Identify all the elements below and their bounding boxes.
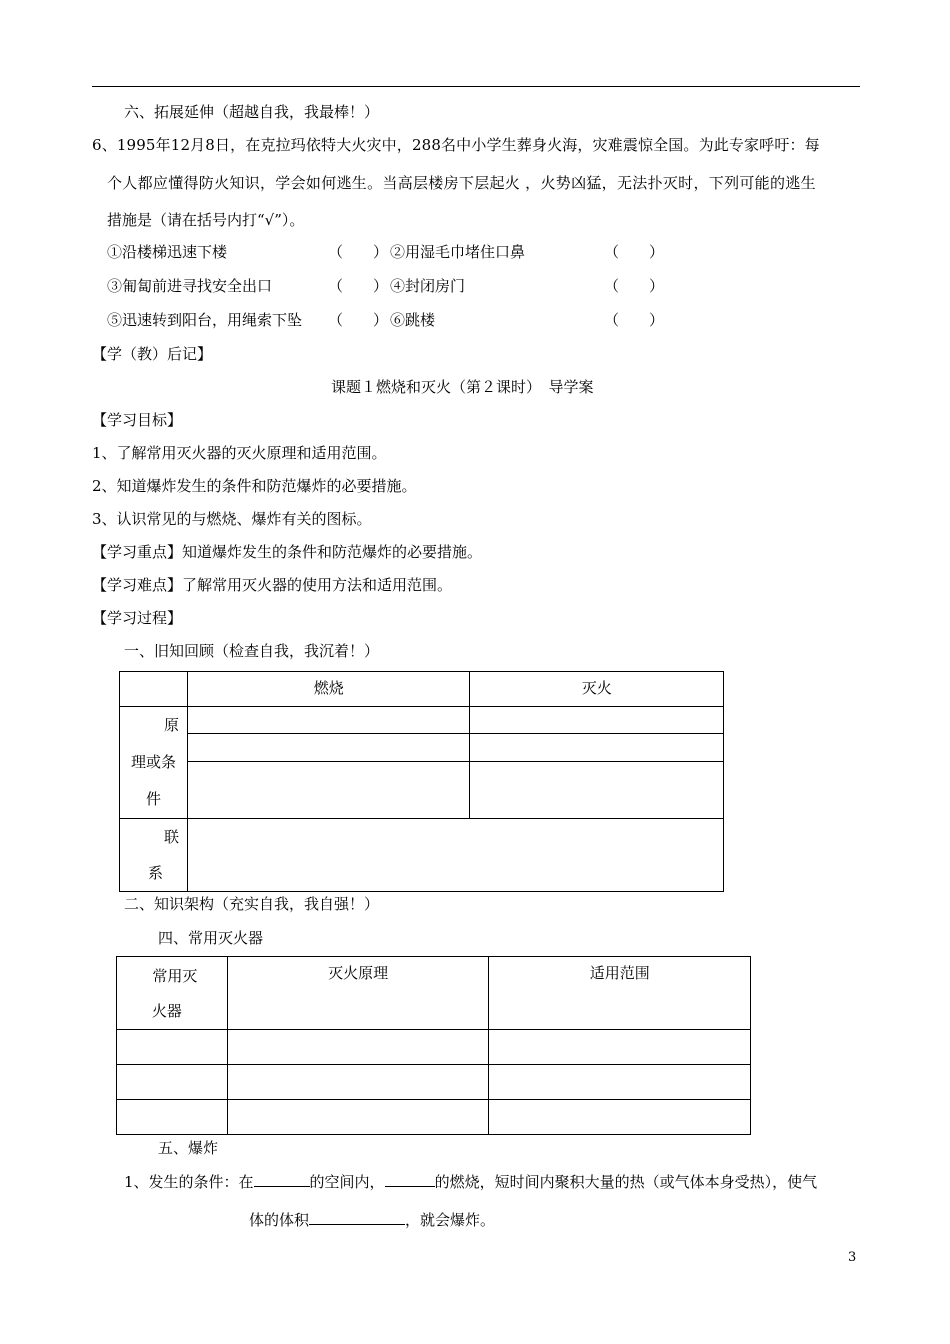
explosion-q1-part-c: 的燃烧，短时间内聚积大量的热（或气体本身受热），使气: [434, 1173, 818, 1191]
extinguisher-table: [116, 956, 751, 1135]
difficulty: [92, 574, 452, 595]
review-title: 一、旧知回顾（检查自我，我沉着！）: [124, 642, 380, 660]
goal-2: 2、知道爆炸发生的条件和防范爆炸的必要措施。: [92, 477, 417, 495]
option-5: ⑤迅速转到阳台，用绳索下坠: [107, 311, 303, 329]
extinguisher-col-type-b: 火器: [151, 1002, 182, 1020]
extinguisher-col-principle: 灭火原理: [227, 957, 489, 1030]
review-cell-extinguish-1[interactable]: [470, 707, 724, 734]
extinguisher-cell-r3-c1[interactable]: [117, 1100, 228, 1135]
difficulty-label: 【学习难点】: [92, 576, 183, 594]
review-row-principle-label-a: 原: [163, 716, 179, 734]
review-cell-extinguish-3[interactable]: [470, 761, 724, 818]
option-6: ⑥跳楼: [390, 311, 436, 329]
key-point: [92, 541, 482, 562]
question-6-line-3: 措施是（请在括号内打“√”）。: [107, 211, 305, 229]
option-2-answer-box[interactable]: （ ）: [604, 243, 665, 261]
explosion-title: 五、爆炸: [158, 1139, 219, 1157]
section-6-title: 六、拓展延伸（超越自我，我最棒！）: [124, 103, 380, 121]
key-point-text: 知道爆炸发生的条件和防范爆炸的必要措施。: [182, 543, 483, 561]
header-rule: [92, 86, 860, 87]
explosion-blank-volume[interactable]: [309, 1210, 405, 1225]
option-3: ③匍匐前进寻找安全出口: [107, 277, 273, 295]
review-row-relation-label: [120, 819, 188, 892]
extinguisher-cell-r2-c1[interactable]: [117, 1065, 228, 1100]
extinguisher-cell-r1-c1[interactable]: [117, 1030, 228, 1065]
page-number: 3: [848, 1250, 857, 1265]
difficulty-text: 了解常用灭火器的使用方法和适用范围。: [182, 576, 453, 594]
framework-title: 二、知识架构（充实自我，我自强！）: [124, 895, 380, 913]
review-cell-burn-3[interactable]: [187, 761, 469, 818]
goal-1: 1、了解常用灭火器的灭火原理和适用范围。: [92, 444, 387, 462]
extinguisher-cell-r3-c3[interactable]: [489, 1100, 751, 1135]
key-point-label: 【学习重点】: [92, 543, 183, 561]
explosion-blank-combustion[interactable]: [385, 1172, 435, 1187]
extinguisher-col-type: [117, 957, 228, 1030]
goals-heading: 【学习目标】: [92, 411, 183, 429]
review-row-principle-label-c: 件: [145, 790, 161, 808]
explosion-q1-part-d: 体的体积: [249, 1211, 310, 1229]
afterword-heading: 【学（教）后记】: [92, 345, 213, 363]
review-col-extinguish: 灭火: [470, 672, 724, 707]
review-col-burn: 燃烧: [187, 672, 469, 707]
extinguisher-cell-r2-c3[interactable]: [489, 1065, 751, 1100]
review-cell-burn-1[interactable]: [187, 707, 469, 734]
extinguisher-cell-r3-c2[interactable]: [227, 1100, 489, 1135]
option-1-answer-box[interactable]: （ ）: [328, 243, 389, 261]
extinguisher-col-type-a: 常用灭: [152, 967, 198, 985]
extinguisher-cell-r1-c2[interactable]: [227, 1030, 489, 1065]
review-cell-burn-2[interactable]: [187, 734, 469, 761]
option-1: ①沿楼梯迅速下楼: [107, 243, 228, 261]
option-3-answer-box[interactable]: （ ）: [328, 277, 389, 295]
explosion-question-1: [124, 1171, 817, 1192]
review-cell-relation[interactable]: [187, 819, 723, 892]
review-row-relation-label-a: 联: [163, 828, 179, 846]
explosion-blank-space[interactable]: [254, 1172, 310, 1187]
option-6-answer-box[interactable]: （ ）: [604, 311, 665, 329]
explosion-q1-part-e: ，就会爆炸。: [405, 1211, 496, 1229]
explosion-q1-part-b: 的空间内，: [309, 1173, 385, 1191]
question-6-line-2: 个人都应懂得防火知识，学会如何逃生。当高层楼房下层起火 ，火势凶猛，无法扑灭时，下列可能的逃生: [107, 174, 816, 192]
question-6-line-1: 6、1995年12月8日，在克拉玛依特大火灾中，288名中小学生葬身火海，灾难震惊全国。为此专家呼吁：每: [92, 136, 820, 154]
explosion-question-1-line-2: [249, 1209, 495, 1230]
option-2: ②用湿毛巾堵住口鼻: [390, 243, 526, 261]
review-table: [119, 671, 724, 892]
option-4: ④封闭房门: [390, 277, 466, 295]
extinguisher-title: 四、常用灭火器: [158, 929, 264, 947]
goal-3: 3、认识常见的与燃烧、爆炸有关的图标。: [92, 510, 372, 528]
option-5-answer-box[interactable]: （ ）: [328, 311, 389, 329]
option-4-answer-box[interactable]: （ ）: [604, 277, 665, 295]
process-heading: 【学习过程】: [92, 609, 183, 627]
explosion-q1-part-a: 1、发生的条件：在: [124, 1173, 254, 1191]
review-table-corner: [120, 672, 188, 707]
review-row-principle-label-b: 理或条: [130, 753, 176, 771]
review-row-relation-label-b: 系: [147, 864, 163, 882]
extinguisher-cell-r2-c2[interactable]: [227, 1065, 489, 1100]
review-cell-extinguish-2[interactable]: [470, 734, 724, 761]
extinguisher-col-scope: 适用范围: [489, 957, 751, 1030]
lesson-title: 课题１燃烧和灭火（第２课时） 导学案: [331, 378, 594, 396]
review-row-principle-label: [120, 707, 188, 819]
extinguisher-cell-r1-c3[interactable]: [489, 1030, 751, 1065]
